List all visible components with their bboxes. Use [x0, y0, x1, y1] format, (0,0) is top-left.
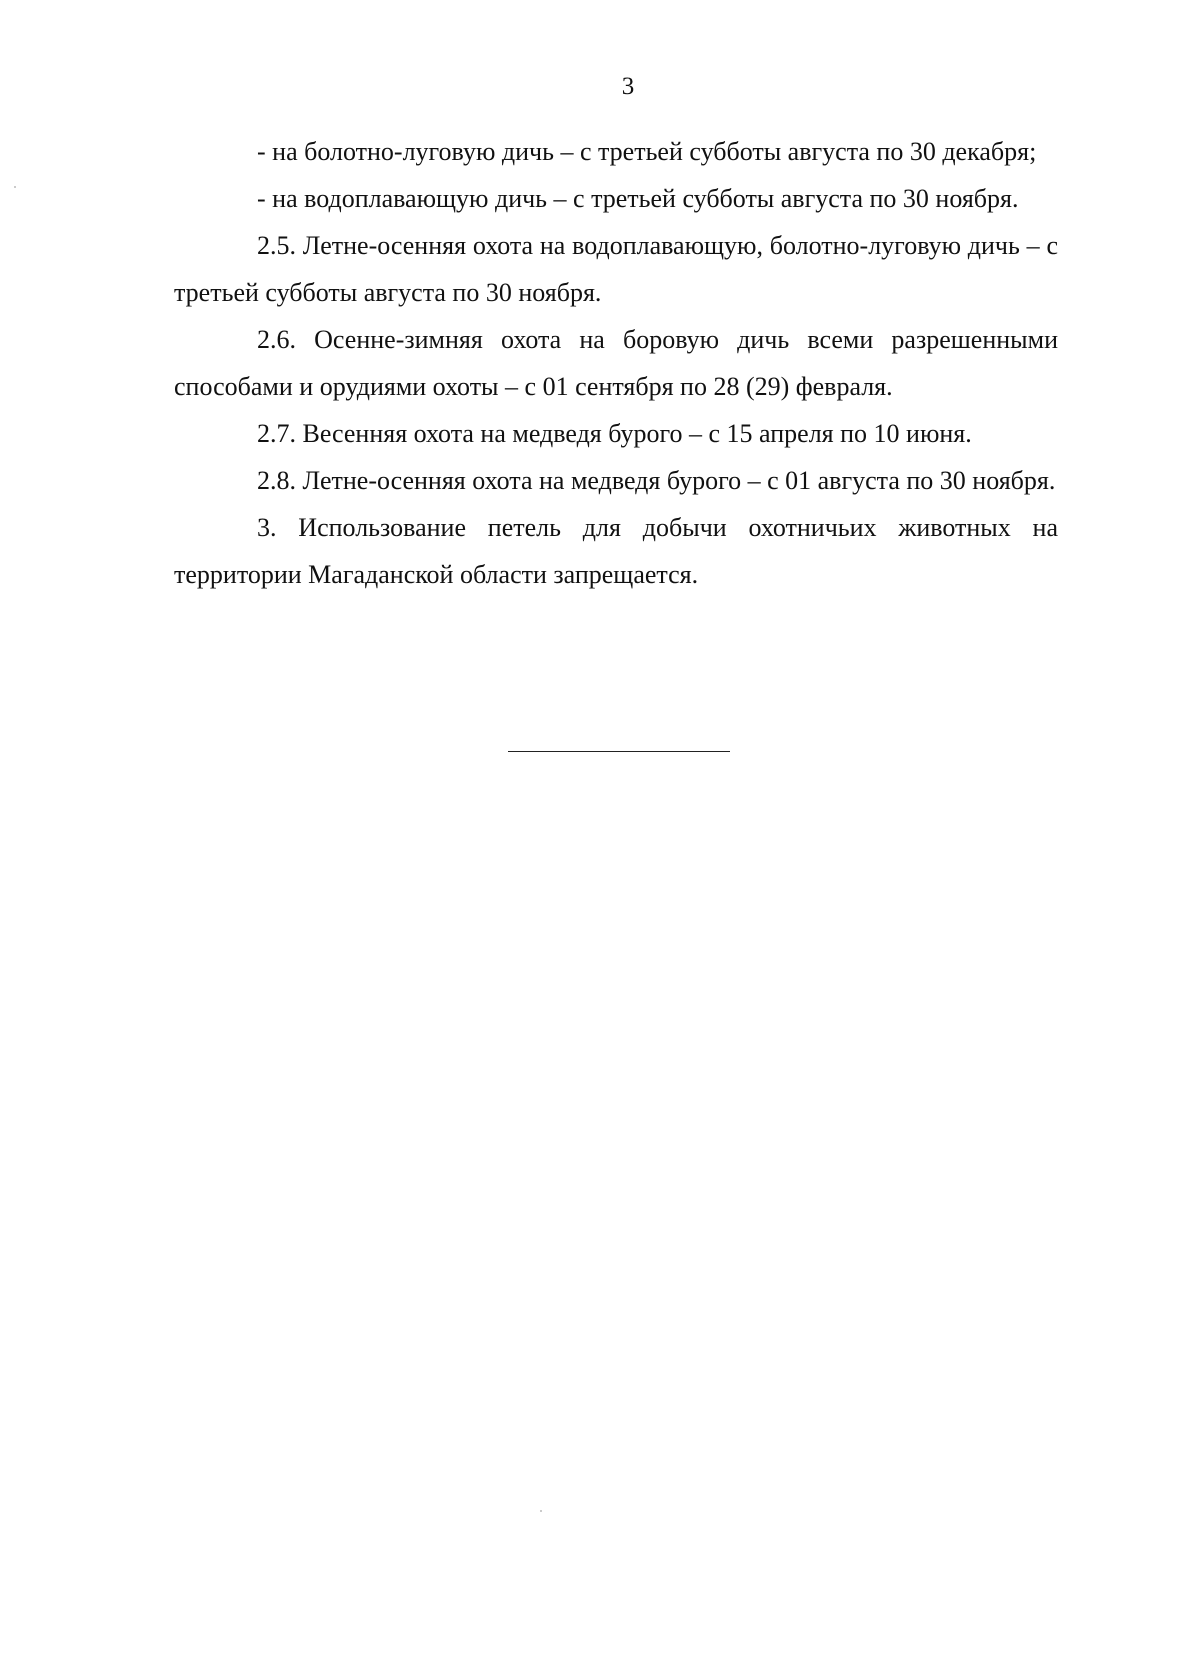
document-body: [174, 128, 1058, 598]
paragraph-2-6-autumn-winter-hunt: 2.6. Осенне-зимняя охота на боровую дичь всеми разрешенными способами и орудиями охоты – с 01 сентября по 28 (29) февраля.: [174, 325, 1058, 401]
paragraph-marsh-meadow-game: - на болотно-луговую дичь – с третьей субботы августа по 30 декабря;: [257, 137, 1037, 166]
scan-artifact: [14, 186, 16, 188]
scan-artifact: [540, 1510, 542, 1512]
paragraph-2-8-summer-autumn-bear-hunt: 2.8. Летне-осенняя охота на медведя бурого – с 01 августа по 30 ноября.: [257, 466, 1056, 495]
end-of-text-separator: [508, 751, 730, 752]
page-number: 3: [621, 73, 635, 100]
paragraph-2-5-summer-autumn-hunt: 2.5. Летне-осенняя охота на водоплавающую, болотно-луговую дичь – с третьей субботы августа по 30 ноября.: [174, 231, 1058, 307]
paragraph-2-7-spring-bear-hunt: 2.7. Весенняя охота на медведя бурого – с 15 апреля по 10 июня.: [257, 419, 972, 448]
paragraph-waterfowl-game: - на водоплавающую дичь – с третьей субботы августа по 30 ноября.: [257, 184, 1019, 213]
paragraph-3-snare-prohibition: 3. Использование петель для добычи охотничьих животных на территории Магаданской области запрещается.: [174, 513, 1058, 589]
